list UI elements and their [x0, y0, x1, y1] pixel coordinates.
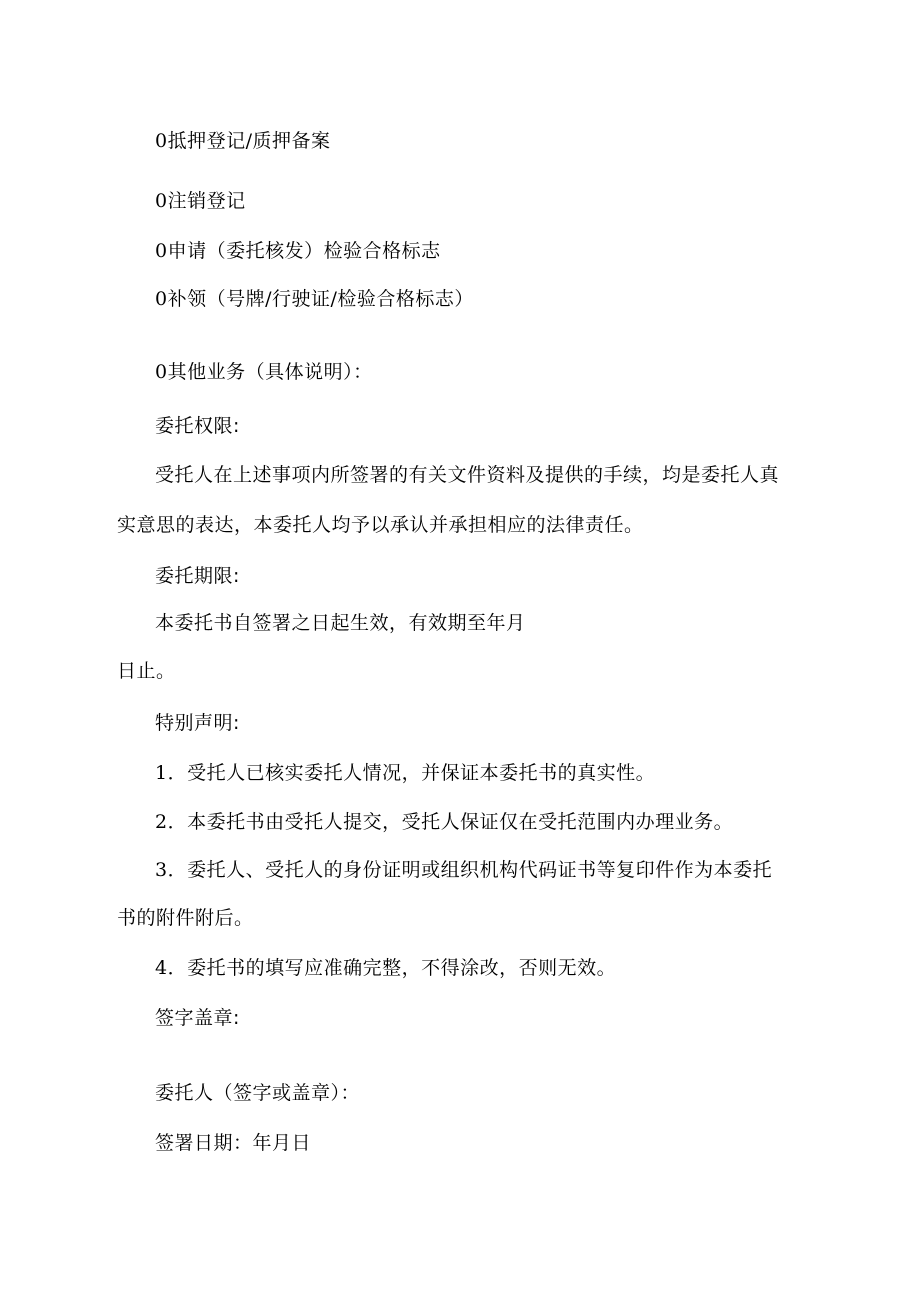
statement-item-3-line1: 3．委托人、受托人的身份证明或组织机构代码证书等复印件作为本委托 [155, 859, 773, 881]
option-other: 0其他业务（具体说明）： [155, 361, 373, 383]
authority-text-line2: 实意思的表达，本委托人均予以承认并承担相应的法律责任。 [117, 514, 644, 536]
period-heading: 委托期限: [155, 565, 240, 587]
statement-item-1: 1．受托人已核实委托人情况，并保证本委托书的真实性。 [155, 762, 656, 784]
statement-heading: 特别声明: [155, 712, 240, 734]
statement-item-2: 2．本委托书由受托人提交，受托人保证仅在受托范围内办理业务。 [155, 811, 734, 833]
option-reissue: 0补领（号牌/行驶证/检验合格标志） [155, 288, 474, 310]
authority-heading: 委托权限: [155, 415, 240, 437]
statement-item-3-line2: 书的附件附后。 [117, 907, 254, 929]
option-deregistration: 0注销登记 [155, 190, 246, 212]
authority-text-line1: 受托人在上述事项内所签署的有关文件资料及提供的手续，均是委托人真 [155, 464, 780, 486]
statement-item-4: 4．委托书的填写应准确完整，不得涂改，否则无效。 [155, 957, 617, 979]
option-inspection-mark: 0申请（委托核发）检验合格标志 [155, 240, 441, 262]
principal-signature-label: 委托人（签字或盖章）： [155, 1082, 361, 1104]
period-text-line2: 日止。 [117, 660, 176, 682]
signing-date-label: 签署日期：年月日 [155, 1132, 312, 1154]
period-text-line1: 本委托书自签署之日起生效，有效期至年月 [155, 612, 526, 634]
option-mortgage: 0抵押登记/质押备案 [155, 130, 331, 152]
signature-heading: 签字盖章: [155, 1007, 240, 1029]
